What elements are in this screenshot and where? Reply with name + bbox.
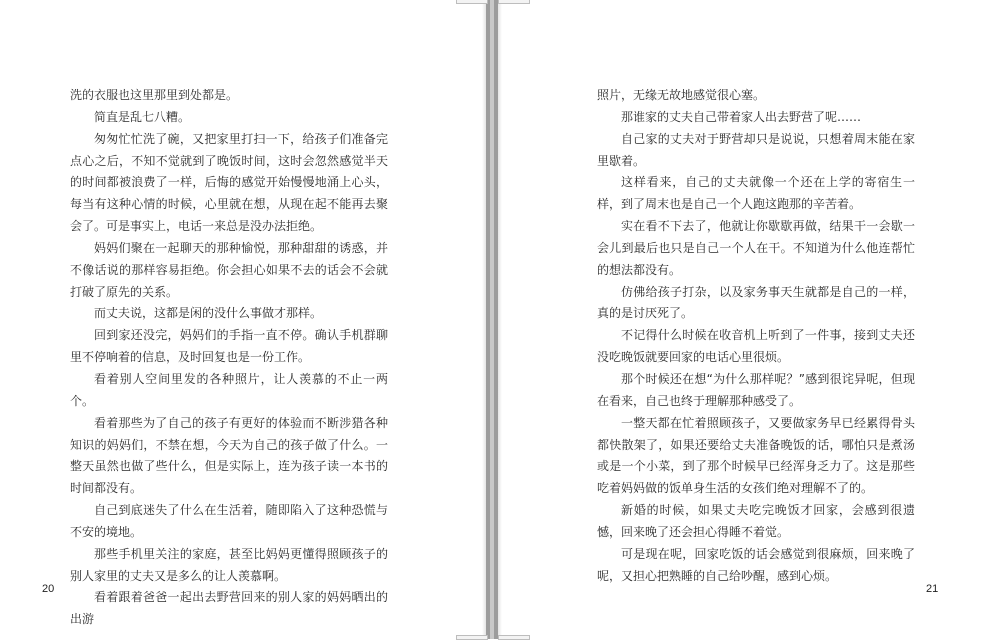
paragraph: 看着那些为了自己的孩子有更好的体验而不断涉猎各种知识的妈妈们，不禁在想，今天为自己的孩子做了什么。一整天虽然也做了些什么，但是实际上，连为孩子读一本书的时间都没有。 [70,415,388,496]
paragraph: 回到家还没完，妈妈们的手指一直不停。确认手机群聊里不停响着的信息，及时回复也是一份工作。 [70,328,388,365]
paragraph: 那些手机里关注的家庭，甚至比妈妈更懂得照顾孩子的别人家里的丈夫又是多么的让人羡慕啊。 [70,546,388,583]
paragraph: 仿佛给孩子打杂，以及家务事天生就都是自己的一样，真的是讨厌死了。 [597,284,915,321]
paragraph: 妈妈们聚在一起聊天的那种愉悦，那种甜甜的诱惑，并不像话说的那样容易拒绝。你会担心如果不去的话会不会就打破了原先的关系。 [70,240,388,299]
paragraph: 这样看来，自己的丈夫就像一个还在上学的寄宿生一样，到了周末也是自己一个人跑这跑那的辛苦着。 [597,175,915,212]
right-page-body [597,85,915,587]
paragraph: 不记得什么时候在收音机上听到了一件事，接到丈夫还没吃晚饭就要回家的电话心里很烦。 [597,328,915,365]
gutter-track [490,0,494,639]
page-corner-tab [456,635,488,640]
paragraph: 照片，无缘无故地感觉很心塞。 [597,88,766,102]
paragraph: 实在看不下去了，他就让你歇歇再做，结果干一会歇一会儿到最后也只是自己一个人在干。不知道为什么他连帮忙的想法都没有。 [597,219,915,277]
page-number-right: 21 [926,583,939,595]
paragraph: 简直是乱七八糟。 [94,109,191,124]
paragraph: 可是现在呢，回家吃饭的话会感觉到很麻烦，回来晚了呢，又担心把熟睡的自己给吵醒，感到心烦。 [597,546,915,583]
paragraph: 看着跟着爸爸一起出去野营回来的别人家的妈妈晒出的出游 [70,590,388,627]
paragraph: 一整天都在忙着照顾孩子，又要做家务早已经累得骨头都快散架了，如果还要给丈夫准备晚饭的话，哪怕只是煮汤或是一个小菜，到了那个时候早已经浑身乏力了。这是那些吃着妈妈做的饭单身生活的女孩们绝对理解不了的。 [597,415,915,496]
page-number-left: 20 [42,583,55,595]
paragraph: 那谁家的丈夫自己带着家人出去野营了呢…… [621,109,862,124]
paragraph: 而丈夫说，这都是闲的没什么事做才那样。 [94,306,323,321]
paragraph: 自己家的丈夫对于野营却只是说说，只想着周末能在家里歇着。 [597,131,915,168]
paragraph: 自己到底迷失了什么在生活着，随即陷入了这种恐慌与不安的境地。 [70,503,388,539]
paragraph: 洗的衣服也这里那里到处都是。 [70,88,239,102]
center-gutter-scrollbar[interactable] [486,0,498,639]
left-page-body [70,85,388,631]
paragraph: 匆匆忙忙洗了碗，又把家里打扫一下，给孩子们准备完点心之后，不知不觉就到了晚饭时间，这时会忽然感觉半天的时间都被浪费了一样，后悔的感觉开始慢慢地涌上心头，每当有这种心情的时候，心里就在想，从现在起不能再去聚会了。可是事实上，电话一来总是没办法拒绝。 [70,131,388,234]
paragraph: 那个时候还在想“为什么那样呢？”感到很诧异呢，但现在看来，自己也终于理解那种感受了。 [597,371,915,408]
paragraph: 新婚的时候，如果丈夫吃完晚饭才回家，会感到很遗憾，回来晚了还会担心得睡不着觉。 [597,503,915,539]
left-page [0,0,486,639]
page-corner-tab [456,0,488,4]
paragraph: 看着别人空间里发的各种照片，让人羡慕的不止一两个。 [70,371,388,408]
